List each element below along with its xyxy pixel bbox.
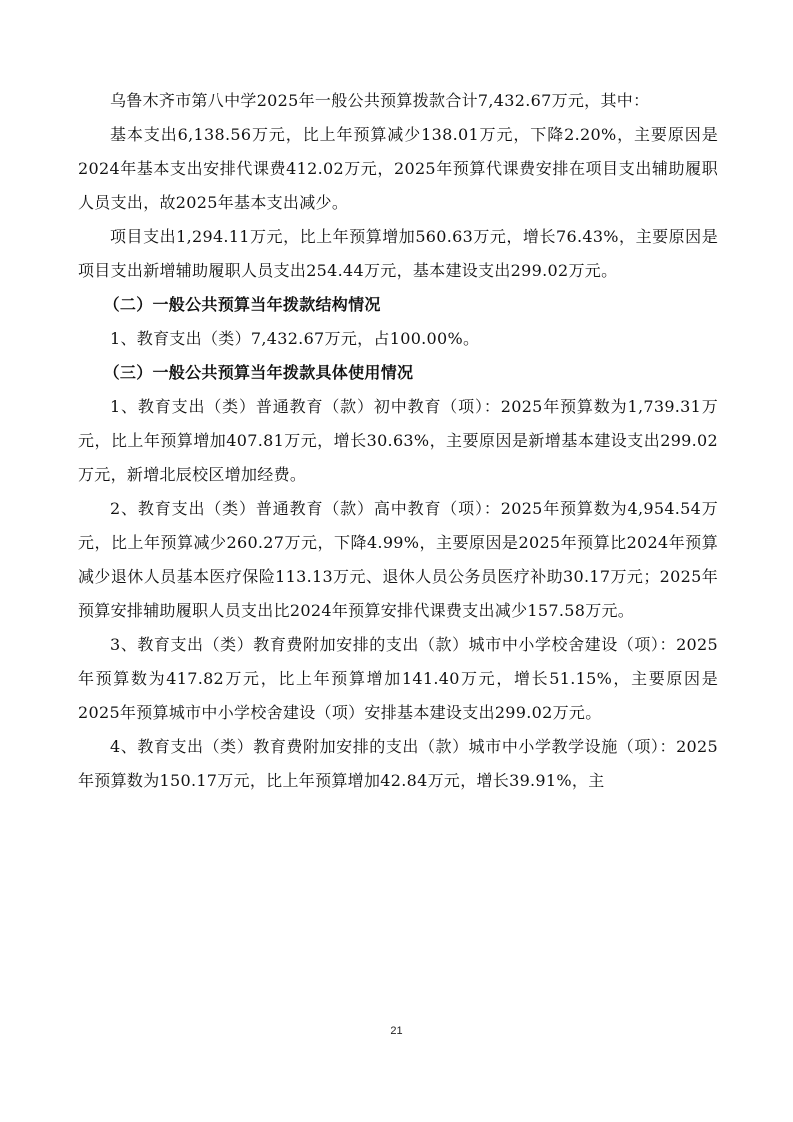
paragraph-junior-high: 1、教育支出（类）普通教育（款）初中教育（项）：2025年预算数为1,739.31万元，比上年预算增加407.81万元，增长30.63%，主要原因是新增基本建设支出299.02万元，新增北辰校区增加经费。 [78, 397, 718, 484]
section-heading-structure: （二）一般公共预算当年拨款结构情况 [103, 295, 381, 314]
page-number: 21 [390, 1025, 403, 1037]
section-heading-usage: （三）一般公共预算当年拨款具体使用情况 [103, 363, 414, 382]
paragraph-project-expenditure: 项目支出1,294.11万元，比上年预算增加560.63万元，增长76.43%，主要原因是项目支出新增辅助履职人员支出254.44万元，基本建设支出299.02万元。 [78, 227, 718, 280]
paragraph-total-appropriation: 乌鲁木齐市第八中学2025年一般公共预算拨款合计7,432.67万元，其中： [110, 91, 650, 110]
paragraph-teaching-facilities: 4、教育支出（类）教育费附加安排的支出（款）城市中小学教学设施（项）：2025年预算数为150.17万元，比上年预算增加42.84万元，增长39.91%，主 [78, 737, 718, 790]
paragraph-basic-expenditure: 基本支出6,138.56万元，比上年预算减少138.01万元，下降2.20%，主要原因是2024年基本支出安排代课费412.02万元，2025年预算代课费安排在项目支出辅助履职人员支出，故2025年基本支出减少。 [78, 125, 718, 212]
paragraph-senior-high: 2、教育支出（类）普通教育（款）高中教育（项）：2025年预算数为4,954.54万元，比上年预算减少260.27万元，下降4.99%，主要原因是2025年预算比2024年预算减少退休人员基本医疗保险113.13万元、退休人员公务员医疗补助30.17万元；2025年预算安排辅助履职人员支出比2024年预算安排代课费支出减少157.58万元。 [78, 499, 718, 620]
paragraph-education-share: 1、教育支出（类）7,432.67万元，占100.00%。 [110, 329, 480, 348]
paragraph-school-building: 3、教育支出（类）教育费附加安排的支出（款）城市中小学校舍建设（项）：2025年预算数为417.82万元，比上年预算增加141.40万元，增长51.15%，主要原因是2025年预算城市中小学校舍建设（项）安排基本建设支出299.02万元。 [78, 635, 718, 722]
document-body [78, 84, 718, 798]
